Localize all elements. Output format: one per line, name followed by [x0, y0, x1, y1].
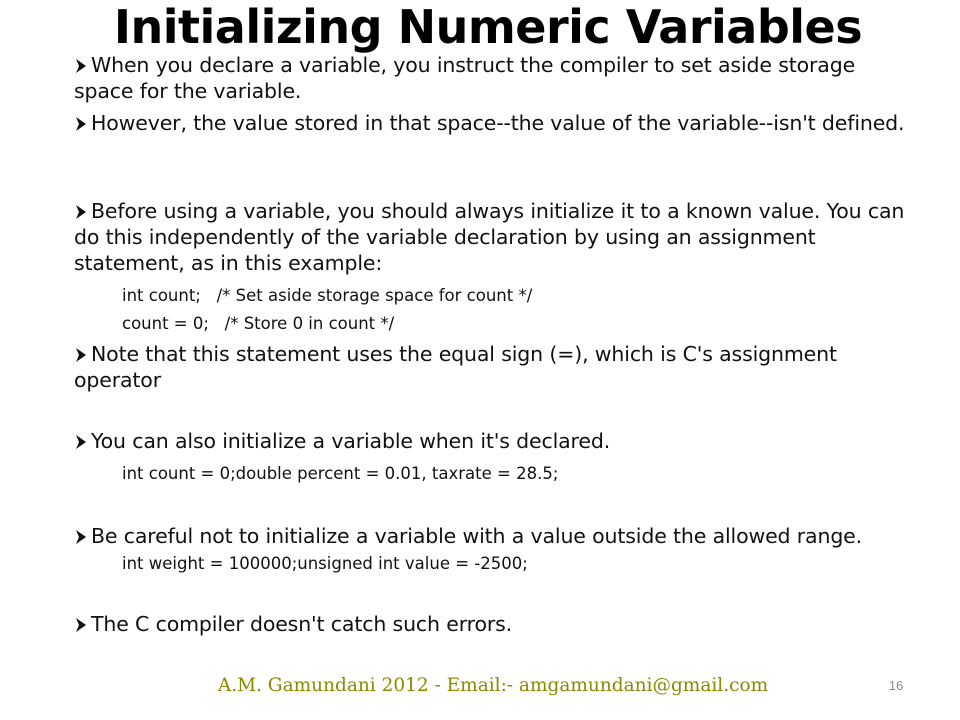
- arrow-bullet-icon: [76, 530, 86, 544]
- bullet-item: [74, 198, 920, 276]
- arrow-bullet-icon: [76, 435, 86, 449]
- bullet-item: [74, 428, 920, 454]
- bullet-item: [74, 52, 920, 104]
- bullet-item: [74, 611, 920, 637]
- bullet-text: Note that this statement uses the equal sign (=), which is C's assignment operator: [74, 342, 837, 392]
- slide-title: Initializing Numeric Variables: [113, 0, 863, 54]
- arrow-bullet-icon: [76, 348, 86, 362]
- bullet-text: Be careful not to initialize a variable with a value outside the allowed range.: [91, 524, 863, 548]
- arrow-bullet-icon: [76, 59, 86, 73]
- bullet-item: [74, 110, 920, 136]
- arrow-bullet-icon: [76, 618, 86, 632]
- code-line: int count; /* Set aside storage space for count */: [122, 286, 533, 305]
- arrow-bullet-icon: [76, 117, 86, 131]
- code-line: count = 0; /* Store 0 in count */: [122, 314, 395, 333]
- footer-author-email: A.M. Gamundani 2012 - Email:- amgamundani@gmail.com: [217, 675, 769, 696]
- bullet-text: You can also initialize a variable when it's declared.: [91, 429, 611, 453]
- bullet-item: [74, 341, 920, 393]
- arrow-bullet-icon: [76, 205, 86, 219]
- code-line: int count = 0;double percent = 0.01, taxrate = 28.5;: [122, 464, 559, 483]
- page-number: 16: [888, 678, 904, 693]
- bullet-text: However, the value stored in that space--the value of the variable--isn't defined.: [91, 111, 905, 135]
- code-line: int weight = 100000;unsigned int value = -2500;: [122, 554, 528, 573]
- bullet-text: The C compiler doesn't catch such errors.: [91, 612, 513, 636]
- bullet-text: Before using a variable, you should always initialize it to a known value. You can do this independently of the variable declaration by using an assignment statement, as in this example:: [74, 199, 905, 275]
- bullet-text: When you declare a variable, you instruct the compiler to set aside storage space for the variable.: [74, 53, 856, 103]
- bullet-item: [74, 523, 920, 549]
